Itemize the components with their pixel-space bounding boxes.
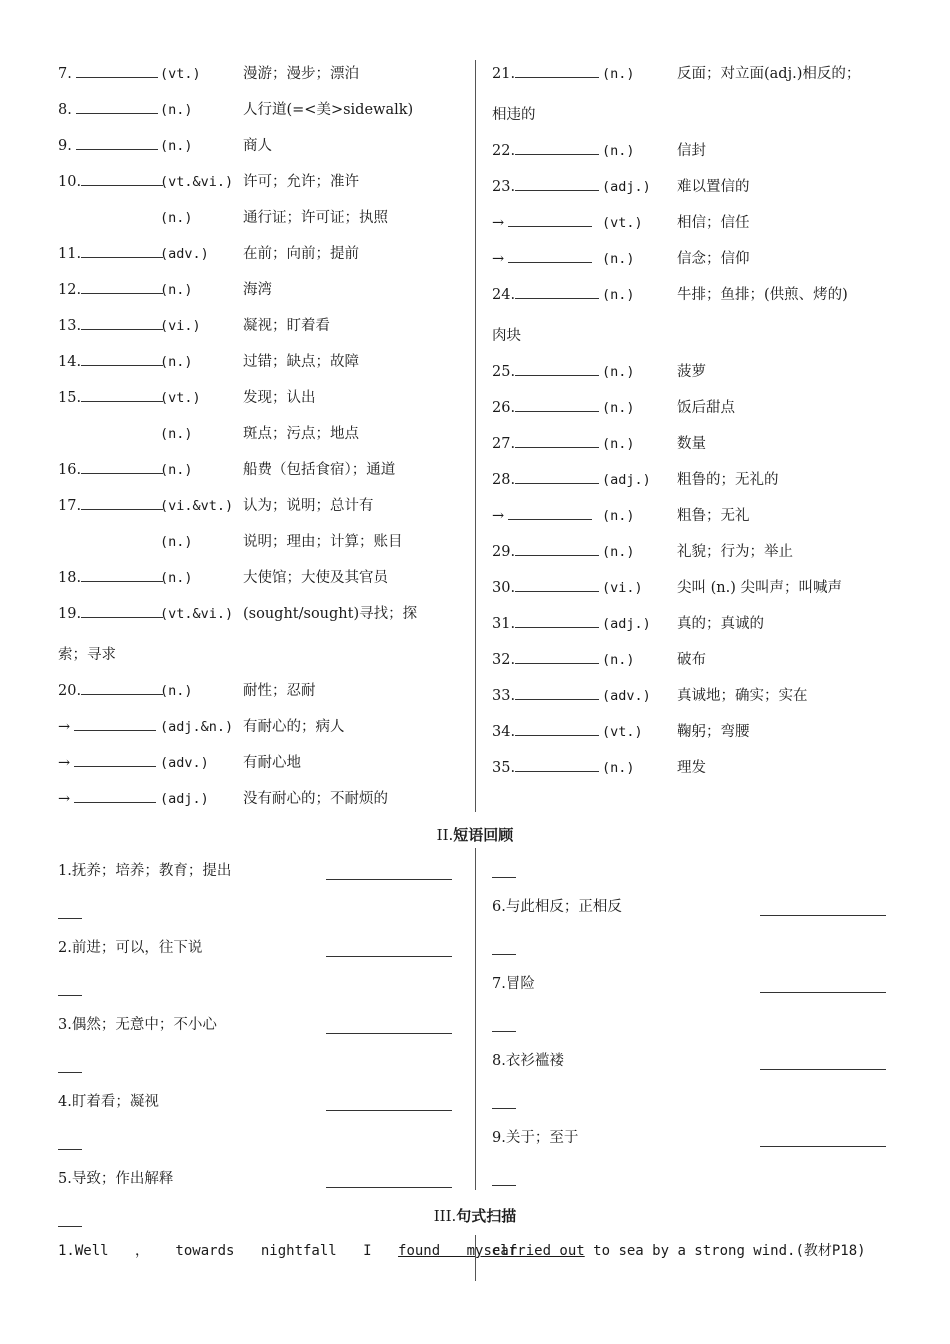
sentence-part-right	[492, 1240, 866, 1262]
vocab-meaning: 漫游；漫步；漂泊	[243, 66, 359, 82]
part-of-speech: (n.)	[602, 400, 635, 416]
vocab-meaning: 在前；向前；提前	[243, 246, 359, 262]
vocab-meaning: 理发	[677, 760, 706, 776]
vocab-number: 31.	[492, 616, 516, 632]
part-of-speech: (adj.)	[602, 472, 651, 488]
answer-blank[interactable]	[74, 788, 156, 803]
vocab-meaning: 菠萝	[677, 364, 706, 380]
part-of-speech: (n.)	[160, 138, 193, 154]
answer-blank-continuation[interactable]	[492, 876, 516, 878]
part-of-speech: (n.)	[160, 462, 193, 478]
vocab-number: 23.	[492, 179, 516, 195]
vocab-meaning: 鞠躬；弯腰	[677, 724, 750, 740]
vocab-meaning: 通行证；许可证；执照	[243, 210, 388, 226]
answer-blank[interactable]	[326, 955, 452, 957]
part-of-speech: (n.)	[160, 210, 193, 226]
vocab-meaning: 大使馆；大使及其官员	[243, 570, 388, 586]
vocab-meaning: 真诚地；确实；实在	[677, 688, 808, 704]
vocab-meaning: 信念；信仰	[677, 251, 750, 267]
answer-blank[interactable]	[508, 212, 592, 227]
part-of-speech: (n.)	[602, 287, 635, 303]
vocab-meaning: 索；寻求	[58, 647, 116, 663]
vocab-item	[492, 284, 848, 306]
part-of-speech: (vi.&vt.)	[160, 498, 234, 514]
vocab-item	[58, 135, 272, 157]
vocab-number: 18.	[58, 570, 82, 586]
vocab-number: →	[58, 719, 71, 735]
vocab-meaning: 粗鲁；无礼	[677, 508, 750, 524]
vocab-meaning: 破布	[677, 652, 706, 668]
vocab-item	[58, 644, 116, 666]
vocab-number: 15.	[58, 390, 82, 406]
vocab-number: 33.	[492, 688, 516, 704]
part-of-speech: (n.)	[160, 354, 193, 370]
part-of-speech: (adv.)	[602, 688, 651, 704]
part-of-speech: (vt.)	[160, 390, 201, 406]
answer-blank[interactable]	[515, 63, 599, 78]
answer-blank[interactable]	[515, 577, 599, 592]
vocab-item	[58, 279, 272, 301]
vocab-meaning: 认为；说明；总计有	[243, 498, 374, 514]
answer-blank[interactable]	[508, 248, 592, 263]
sentence-text: 1.Well ， towards nightfall I	[58, 1243, 372, 1259]
section-title: 句式扫描	[456, 1207, 517, 1225]
vocab-number: 14.	[58, 354, 82, 370]
section-numeral: II.	[436, 826, 454, 844]
vocab-number: 13.	[58, 318, 82, 334]
vocab-number: 20.	[58, 683, 82, 699]
column-divider-vocab	[475, 60, 476, 812]
vocab-number: 19.	[58, 606, 82, 622]
vocab-meaning: 海湾	[243, 282, 272, 298]
answer-blank[interactable]	[760, 991, 886, 993]
phrase-item	[492, 1050, 564, 1072]
part-of-speech: (n.)	[602, 652, 635, 668]
answer-blank[interactable]	[81, 351, 163, 366]
vocab-number: 22.	[492, 143, 516, 159]
answer-blank[interactable]	[515, 433, 599, 448]
answer-blank[interactable]	[76, 99, 158, 114]
vocab-number: 16.	[58, 462, 82, 478]
phrase-item	[492, 896, 622, 918]
vocab-number: 17.	[58, 498, 82, 514]
sentence-text: to sea by a strong wind.(教材P18)	[593, 1243, 866, 1259]
vocab-meaning: 饭后甜点	[677, 400, 735, 416]
phrase-prompt: 3.偶然；无意中；不小心	[58, 1017, 217, 1033]
vocab-item	[492, 63, 861, 85]
part-of-speech: (n.)	[602, 544, 635, 560]
answer-blank[interactable]	[515, 649, 599, 664]
answer-blank[interactable]	[76, 63, 158, 78]
answer-blank-continuation[interactable]	[492, 953, 516, 955]
vocab-meaning: 牛排；鱼排；(供煎、烤的)	[677, 287, 848, 303]
answer-blank[interactable]	[515, 140, 599, 155]
answer-blank-continuation[interactable]	[58, 917, 82, 919]
answer-blank[interactable]	[81, 567, 163, 582]
answer-blank[interactable]	[760, 914, 886, 916]
answer-blank[interactable]	[326, 878, 452, 880]
phrase-item	[58, 860, 231, 882]
part-of-speech: (vt.&vi.)	[160, 174, 234, 190]
answer-blank[interactable]	[81, 680, 163, 695]
vocab-number: 10.	[58, 174, 82, 190]
vocab-number: 28.	[492, 472, 516, 488]
phrase-prompt: 6.与此相反；正相反	[492, 899, 622, 915]
answer-blank-continuation[interactable]	[492, 1030, 516, 1032]
answer-blank[interactable]	[515, 469, 599, 484]
answer-blank[interactable]	[326, 1109, 452, 1111]
part-of-speech: (vt.)	[160, 66, 201, 82]
answer-blank-continuation[interactable]	[492, 1184, 516, 1186]
vocab-meaning: 发现；认出	[243, 390, 316, 406]
vocab-item	[492, 541, 793, 563]
vocab-meaning: 说明；理由；计算；账目	[243, 534, 403, 550]
answer-blank[interactable]	[81, 459, 163, 474]
vocab-item	[58, 243, 359, 265]
vocab-meaning: 粗鲁的；无礼的	[677, 472, 779, 488]
part-of-speech: (n.)	[602, 143, 635, 159]
sentence-highlight: carried out	[492, 1243, 585, 1259]
vocab-item	[58, 63, 359, 85]
vocab-item	[58, 459, 396, 481]
vocab-number: 8.	[58, 102, 72, 118]
vocab-number: →	[492, 251, 505, 267]
phrase-prompt: 5.导致；作出解释	[58, 1171, 174, 1187]
vocab-item	[58, 315, 330, 337]
vocab-number: 25.	[492, 364, 516, 380]
answer-blank[interactable]	[515, 284, 599, 299]
part-of-speech: (n.)	[160, 282, 193, 298]
answer-blank[interactable]	[326, 1032, 452, 1034]
vocab-item	[492, 721, 750, 743]
vocab-item	[492, 505, 750, 527]
vocab-meaning: 有耐心的；病人	[243, 719, 345, 735]
answer-blank[interactable]	[81, 495, 163, 510]
vocab-item	[492, 176, 750, 198]
vocab-number: 21.	[492, 66, 516, 82]
vocab-number: 12.	[58, 282, 82, 298]
part-of-speech: (n.)	[160, 683, 193, 699]
phrase-item	[58, 937, 202, 959]
section-heading-sentences	[0, 1205, 950, 1226]
part-of-speech: (n.)	[160, 102, 193, 118]
answer-blank[interactable]	[81, 171, 163, 186]
answer-blank[interactable]	[326, 1186, 452, 1188]
answer-blank[interactable]	[81, 387, 163, 402]
vocab-item	[58, 603, 418, 625]
answer-blank[interactable]	[760, 1068, 886, 1070]
vocab-number: →	[492, 508, 505, 524]
vocab-number: 7.	[58, 66, 72, 82]
section-heading-phrases	[0, 824, 950, 845]
vocab-number: 27.	[492, 436, 516, 452]
part-of-speech: (vt.)	[602, 215, 643, 231]
sentence-highlight: found myself	[398, 1243, 518, 1259]
answer-blank[interactable]	[76, 135, 158, 150]
vocab-meaning: 过错；缺点；故障	[243, 354, 359, 370]
answer-blank[interactable]	[515, 397, 599, 412]
vocab-item	[492, 613, 764, 635]
vocab-meaning: 有耐心地	[243, 755, 301, 771]
phrase-item	[58, 1091, 159, 1113]
vocab-item	[492, 248, 750, 270]
phrase-prompt: 9.关于；至于	[492, 1130, 579, 1146]
vocab-meaning: 真的；真诚的	[677, 616, 764, 632]
vocab-item	[492, 361, 706, 383]
vocab-item	[58, 99, 414, 121]
part-of-speech: (n.)	[602, 251, 635, 267]
answer-blank-continuation[interactable]	[492, 1107, 516, 1109]
part-of-speech: (n.)	[602, 508, 635, 524]
part-of-speech: (vi.)	[602, 580, 643, 596]
vocab-number: 9.	[58, 138, 72, 154]
vocab-number: 29.	[492, 544, 516, 560]
part-of-speech: (n.)	[602, 364, 635, 380]
vocab-number: 32.	[492, 652, 516, 668]
vocab-item	[58, 387, 316, 409]
vocab-number: 24.	[492, 287, 516, 303]
answer-blank-continuation[interactable]	[58, 1148, 82, 1150]
vocab-item	[492, 649, 706, 671]
vocab-meaning: 肉块	[492, 328, 521, 344]
vocab-number: 11.	[58, 246, 82, 262]
answer-blank-continuation[interactable]	[58, 1071, 82, 1073]
vocab-meaning: 礼貌；行为；举止	[677, 544, 793, 560]
answer-blank[interactable]	[81, 279, 163, 294]
vocab-item	[492, 212, 750, 234]
vocab-meaning: 商人	[243, 138, 272, 154]
vocab-meaning: 尖叫 (n.) 尖叫声；叫喊声	[677, 580, 842, 596]
phrase-prompt: 7.冒险	[492, 976, 535, 992]
part-of-speech: (n.)	[160, 534, 193, 550]
vocab-item	[58, 495, 374, 517]
vocab-meaning: 船费（包括食宿）；通道	[243, 462, 396, 478]
part-of-speech: (adj.&n.)	[160, 719, 234, 735]
answer-blank[interactable]	[515, 176, 599, 191]
part-of-speech: (vt.&vi.)	[160, 606, 234, 622]
vocab-number: 26.	[492, 400, 516, 416]
vocab-meaning: 相违的	[492, 107, 536, 123]
phrase-prompt: 8.衣衫褴褛	[492, 1053, 564, 1069]
answer-blank[interactable]	[515, 361, 599, 376]
vocab-meaning: 许可；允许；准许	[243, 174, 359, 190]
vocab-meaning: 信封	[677, 143, 706, 159]
vocab-item	[58, 680, 316, 702]
vocab-item	[58, 752, 301, 774]
phrase-item	[58, 1168, 173, 1190]
vocab-number: →	[58, 755, 71, 771]
part-of-speech: (n.)	[160, 570, 193, 586]
vocab-item	[492, 397, 735, 419]
part-of-speech: (vi.)	[160, 318, 201, 334]
vocab-item	[58, 351, 359, 373]
vocab-number: →	[492, 215, 505, 231]
sentence-part-left	[58, 1240, 517, 1262]
answer-blank[interactable]	[515, 541, 599, 556]
answer-blank[interactable]	[760, 1145, 886, 1147]
vocab-meaning: 耐性；忍耐	[243, 683, 316, 699]
vocab-meaning: 斑点；污点；地点	[243, 426, 359, 442]
vocab-meaning: (sought/sought)寻找；探	[243, 606, 418, 622]
vocab-item	[492, 469, 779, 491]
part-of-speech: (n.)	[160, 426, 193, 442]
vocab-item	[492, 325, 521, 347]
answer-blank[interactable]	[74, 752, 156, 767]
vocab-item	[58, 716, 345, 738]
vocab-item	[492, 433, 706, 455]
vocab-meaning: 凝视；盯着看	[243, 318, 330, 334]
answer-blank[interactable]	[74, 716, 156, 731]
vocab-number: 34.	[492, 724, 516, 740]
part-of-speech: (adv.)	[160, 246, 209, 262]
answer-blank-continuation[interactable]	[58, 994, 82, 996]
answer-blank[interactable]	[81, 243, 163, 258]
answer-blank[interactable]	[508, 505, 592, 520]
vocab-meaning: 数量	[677, 436, 706, 452]
vocab-meaning: 相信；信任	[677, 215, 750, 231]
vocab-item	[492, 757, 706, 779]
answer-blank[interactable]	[515, 613, 599, 628]
section-numeral: III.	[433, 1207, 457, 1225]
vocab-meaning: 人行道(=<美>sidewalk)	[243, 102, 414, 118]
phrase-prompt: 1.抚养；培养；教育；提出	[58, 863, 232, 879]
vocab-meaning: 反面；对立面(adj.)相反的；	[677, 66, 861, 82]
part-of-speech: (adj.)	[602, 179, 651, 195]
vocab-item	[58, 567, 388, 589]
answer-blank[interactable]	[81, 603, 163, 618]
answer-blank[interactable]	[515, 721, 599, 736]
answer-blank[interactable]	[515, 757, 599, 772]
answer-blank[interactable]	[81, 315, 163, 330]
part-of-speech: (adj.)	[602, 616, 651, 632]
phrase-item	[492, 1127, 578, 1149]
vocab-item	[492, 140, 706, 162]
part-of-speech: (n.)	[602, 436, 635, 452]
part-of-speech: (adv.)	[160, 755, 209, 771]
vocab-item	[58, 171, 359, 193]
part-of-speech: (n.)	[602, 760, 635, 776]
vocab-number: 30.	[492, 580, 516, 596]
part-of-speech: (vt.)	[602, 724, 643, 740]
part-of-speech: (adj.)	[160, 791, 209, 807]
phrase-prompt: 4.盯着看；凝视	[58, 1094, 159, 1110]
vocab-meaning: 难以置信的	[677, 179, 750, 195]
section-title: 短语回顾	[453, 826, 514, 844]
answer-blank[interactable]	[515, 685, 599, 700]
vocab-number: 35.	[492, 760, 516, 776]
phrase-item	[492, 973, 535, 995]
phrase-item	[58, 1014, 217, 1036]
vocab-item	[492, 685, 808, 707]
phrase-prompt: 2.前进；可以，往下说	[58, 940, 203, 956]
vocab-item	[492, 104, 536, 126]
vocab-item	[58, 788, 388, 810]
vocab-item	[492, 577, 842, 599]
part-of-speech: (n.)	[602, 66, 635, 82]
column-divider-phrases	[475, 848, 476, 1190]
vocab-meaning: 没有耐心的；不耐烦的	[243, 791, 388, 807]
vocab-number: →	[58, 791, 71, 807]
